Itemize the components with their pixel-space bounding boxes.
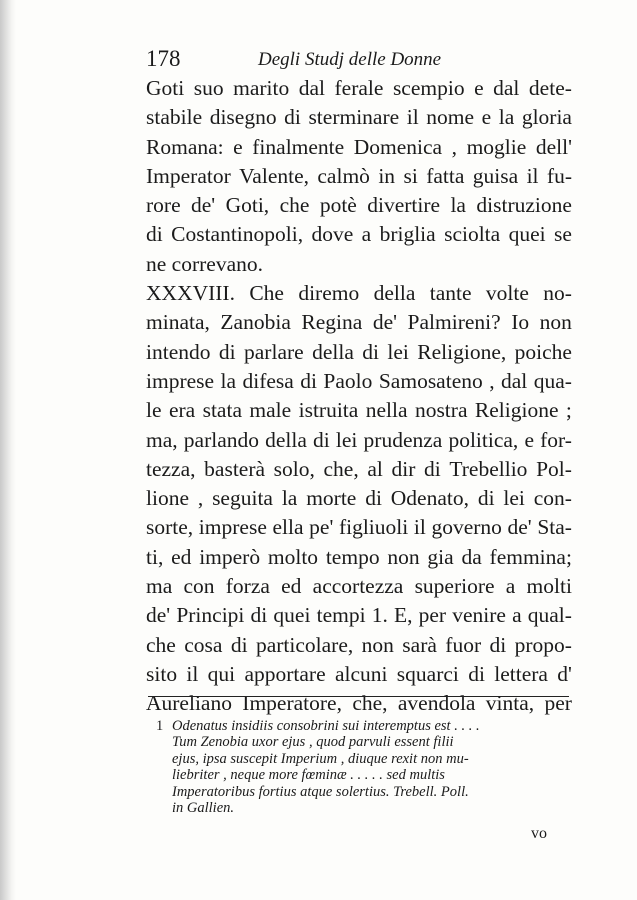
footnote-line: liebriter , neque more fœminæ . . . . . sed multis	[172, 767, 445, 784]
footnote-line: Odenatus insidiis consobrini sui interemptus est . . . .	[172, 718, 480, 734]
text-line: de' Principi di quei tempi 1. E, per venire a qual-	[146, 603, 572, 628]
footnote-line: in Gallien.	[172, 800, 235, 817]
text-line: ne correvano.	[146, 251, 263, 276]
page-number: 178	[146, 46, 181, 71]
text-line: le era stata male istruita nella nostra Religione ;	[146, 398, 572, 423]
text-line: ma con forza ed accortezza superiore a molti	[146, 574, 572, 599]
text-line: che cosa di particolare, non sarà fuor di propo-	[146, 632, 572, 657]
text-line: ti, ed imperò molto tempo non gia da femmina;	[146, 544, 572, 569]
text-line: sorte, imprese ella pe' figliuoli il governo de' Sta-	[146, 515, 572, 540]
text-line: sito il qui apportare alcuni squarci di lettera d'	[146, 661, 572, 686]
page-gutter-shadow	[0, 0, 16, 900]
text-line: Imperator Valente, calmò in si fatta guisa il fu-	[146, 163, 572, 188]
text-line: rore de' Goti, che potè divertire la distruzione	[146, 193, 572, 218]
text-line: stabile disegno di sterminare il nome e la gloria	[146, 105, 572, 130]
text-line: Romana: e finalmente Domenica , moglie dell'	[146, 134, 572, 159]
page-header	[146, 46, 476, 76]
body-text	[146, 74, 572, 719]
text-line: lione , seguita la morte di Odenato, di lei con-	[146, 486, 572, 511]
footnote-line: Tum Zenobia uxor ejus , quod parvuli essent filii	[172, 734, 454, 751]
text-line: imprese la difesa di Paolo Samosateno , dal qua-	[146, 368, 572, 393]
text-line: intendo di parlare della di lei Religione, poiche	[146, 339, 572, 364]
catchword: vo	[531, 825, 547, 842]
footnote-line: Imperatoribus fortius atque solertius. Trebell. Poll.	[172, 783, 469, 800]
text-line: Goti suo marito dal ferale scempio e dal dete-	[146, 76, 572, 100]
text-line: XXXVIII. Che diremo della tante volte no-	[146, 281, 572, 306]
footnote-line: ejus, ipsa suscepit Imperium , diuque rexit non mu-	[172, 750, 469, 767]
text-line: Aureliano Imperatore, che, avendola vinta, per	[146, 691, 572, 716]
text-line: minata, Zanobia Regina de' Palmireni? Io non	[146, 310, 572, 335]
footnote-marker: 1	[156, 718, 164, 734]
text-line: tezza, basterà solo, che, al dir di Trebellio Pol-	[146, 456, 572, 481]
running-head: Degli Studj delle Donne	[258, 49, 442, 70]
footnote-rule	[148, 696, 569, 697]
footnote	[156, 718, 572, 817]
text-line: ma, parlando della di lei prudenza politica, e for-	[146, 427, 572, 452]
text-line: di Costantinopoli, dove a briglia sciolta quei se	[146, 222, 572, 247]
